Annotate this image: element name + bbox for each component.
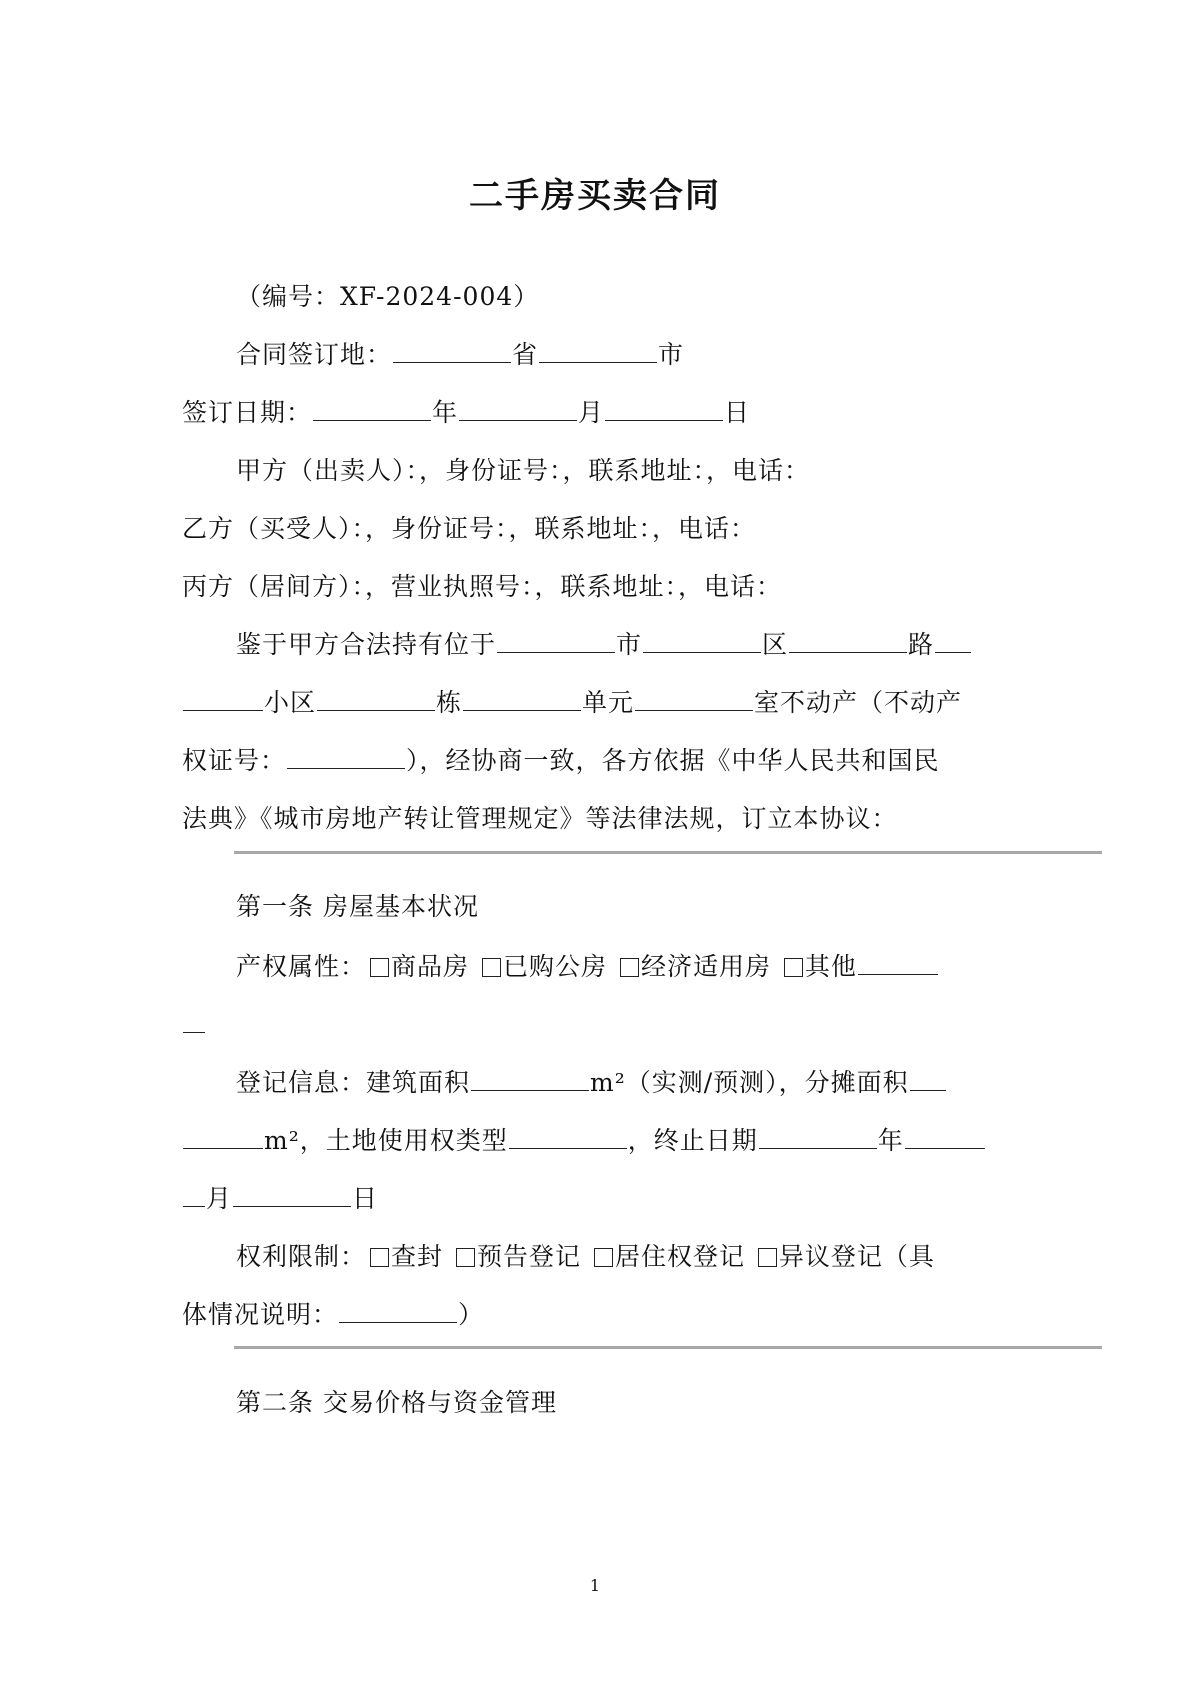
month-label: 月 <box>578 398 605 427</box>
blank-field[interactable] <box>313 398 431 421</box>
restriction-label: 权利限制： <box>236 1242 367 1271</box>
restriction-text: 体情况说明： <box>182 1300 339 1329</box>
blank-field[interactable] <box>183 688 263 711</box>
sign-place-label: 合同签订地： <box>236 340 393 369</box>
preamble-text: 栋 <box>436 688 463 717</box>
restriction-text: ） <box>458 1300 485 1329</box>
blank-field[interactable] <box>317 688 435 711</box>
property-type-continuation <box>182 1008 206 1042</box>
property-type-line <box>236 950 939 984</box>
preamble-text: ），经协商一致，各方依据《中华人民共和国民 <box>406 746 940 775</box>
option-label: 其他 <box>804 952 857 981</box>
blank-field[interactable] <box>287 746 405 769</box>
sign-date-line <box>182 396 750 430</box>
checkbox[interactable] <box>370 958 389 977</box>
blank-field[interactable] <box>759 1126 877 1149</box>
preamble-text: 鉴于甲方合法持有位于 <box>236 630 497 659</box>
option-label: 查封 <box>391 1242 444 1271</box>
blank-field[interactable] <box>643 630 761 653</box>
reg-text: 日 <box>352 1184 379 1213</box>
reg-text: 登记信息：建筑面积 <box>236 1068 471 1097</box>
reg-text: m²（实测/预测），分摊面积 <box>590 1068 909 1097</box>
party-c-line: 丙方（居间方）：，营业执照号：，联系地址：，电话： <box>182 572 783 601</box>
option-label: 商品房 <box>391 952 470 981</box>
blank-field[interactable] <box>789 630 907 653</box>
checkbox[interactable] <box>370 1248 389 1267</box>
province-label: 省 <box>512 340 539 369</box>
blank-field[interactable] <box>471 1068 589 1091</box>
registration-line-3 <box>182 1182 378 1216</box>
blank-field[interactable] <box>393 340 511 363</box>
preamble-line-4: 法典》《城市房地产转让管理规定》等法律法规，订立本协议： <box>182 804 898 833</box>
blank-field[interactable] <box>183 1010 205 1033</box>
registration-line-1 <box>236 1066 947 1100</box>
party-b-line: 乙方（买受人）：，身份证号：，联系地址：，电话： <box>182 514 757 543</box>
contract-number: （编号：XF-2024-004） <box>236 282 540 311</box>
blank-field[interactable] <box>910 1068 946 1091</box>
option-label: 居住权登记 <box>614 1242 745 1271</box>
preamble-text: 市 <box>616 630 643 659</box>
page-title: 二手房买卖合同 <box>469 176 721 216</box>
sign-place-line <box>236 338 684 372</box>
checkbox[interactable] <box>758 1248 777 1267</box>
option-label: 经济适用房 <box>640 952 771 981</box>
sign-date-label: 签订日期： <box>182 398 313 427</box>
option-label: 预告登记 <box>476 1242 581 1271</box>
checkbox[interactable] <box>784 958 803 977</box>
checkbox[interactable] <box>456 1248 475 1267</box>
preamble-text: 区 <box>762 630 789 659</box>
option-label: 已购公房 <box>502 952 607 981</box>
registration-line-2 <box>182 1124 986 1158</box>
blank-field[interactable] <box>183 1184 205 1207</box>
reg-text: 月 <box>206 1184 233 1213</box>
option-label: 异议登记（具 <box>778 1242 935 1271</box>
blank-field[interactable] <box>497 630 615 653</box>
section-divider <box>234 851 1102 854</box>
checkbox[interactable] <box>482 958 501 977</box>
preamble-text: 单元 <box>582 688 635 717</box>
reg-text: 年 <box>877 1126 904 1155</box>
blank-field[interactable] <box>539 340 657 363</box>
blank-field[interactable] <box>635 688 753 711</box>
rights-restriction-line <box>236 1240 935 1274</box>
blank-field[interactable] <box>605 398 723 421</box>
blank-field[interactable] <box>183 1126 263 1149</box>
section-divider <box>234 1346 1102 1349</box>
party-a-line: 甲方（出卖人）：，身份证号：，联系地址：，电话： <box>236 456 811 485</box>
preamble-text: 路 <box>908 630 935 659</box>
blank-field[interactable] <box>935 630 971 653</box>
reg-text: ，终止日期 <box>627 1126 758 1155</box>
preamble-line-2 <box>182 686 962 720</box>
preamble-text: 小区 <box>264 688 317 717</box>
reg-text: m²，土地使用权类型 <box>264 1126 508 1155</box>
blank-field[interactable] <box>509 1126 627 1149</box>
checkbox[interactable] <box>594 1248 613 1267</box>
preamble-line-3 <box>182 744 940 778</box>
blank-field[interactable] <box>905 1126 985 1149</box>
blank-field[interactable] <box>858 952 938 975</box>
blank-field[interactable] <box>459 398 577 421</box>
restriction-detail-line <box>182 1298 484 1332</box>
blank-field[interactable] <box>233 1184 351 1207</box>
blank-field[interactable] <box>463 688 581 711</box>
page-number: 1 <box>589 1576 601 1595</box>
preamble-text: 权证号： <box>182 746 287 775</box>
year-label: 年 <box>432 398 459 427</box>
preamble-line-1 <box>236 628 972 662</box>
day-label: 日 <box>724 398 751 427</box>
blank-field[interactable] <box>339 1300 457 1323</box>
city-label: 市 <box>658 340 685 369</box>
preamble-text: 室不动产（不动产 <box>754 688 963 717</box>
article-2-heading: 第二条 交易价格与资金管理 <box>236 1388 557 1417</box>
article-1-heading: 第一条 房屋基本状况 <box>236 892 479 921</box>
checkbox[interactable] <box>620 958 639 977</box>
property-type-label: 产权属性： <box>236 952 367 981</box>
